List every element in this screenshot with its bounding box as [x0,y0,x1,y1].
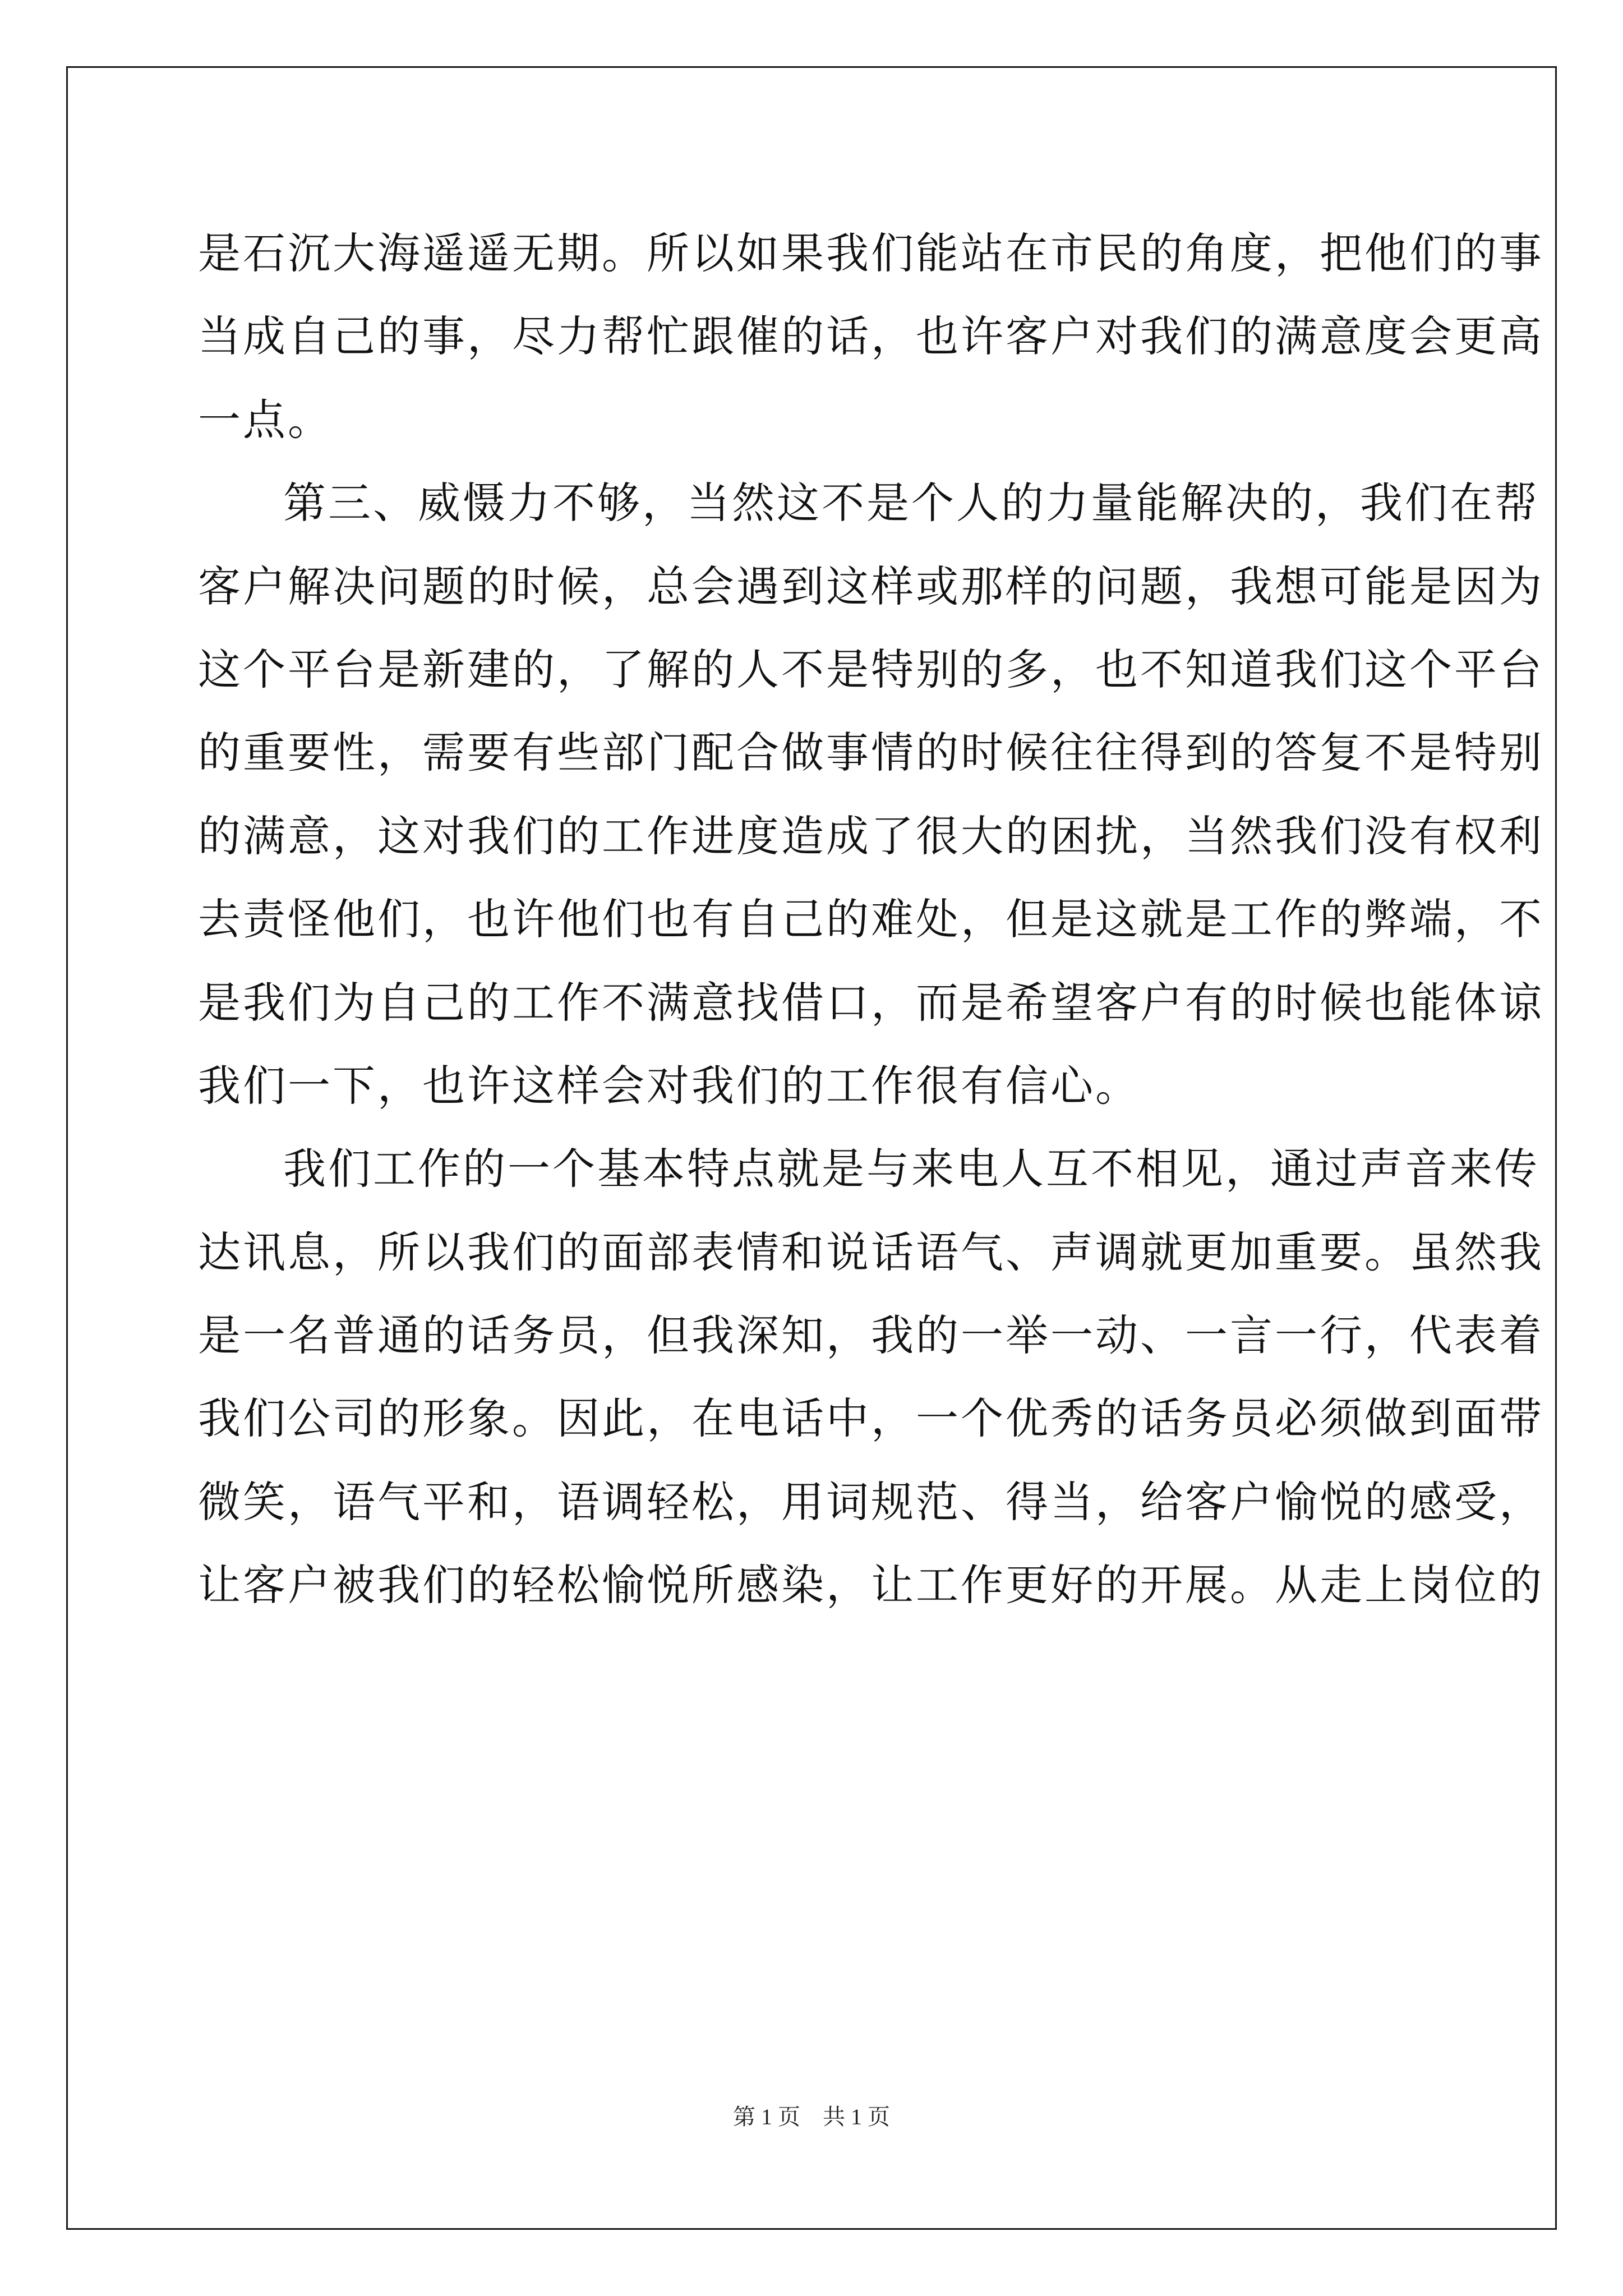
document-body [198,212,1544,1627]
text-line: 我们一下，也许这样会对我们的工作很有信心。 [198,1060,1140,1111]
paragraph-start-line: 第三、威慑力不够，当然这不是个人的力量能解决的，我们在帮 [283,478,1539,528]
text-line: 一点。 [198,394,333,445]
text-line: 的重要性，需要有些部门配合做事情的时候往往得到的答复不是特别 [198,728,1544,778]
text-line: 是一名普通的话务员，但我深知，我的一举一动、一言一行，代表着 [198,1310,1544,1361]
text-line: 让客户被我们的轻松愉悦所感染，让工作更好的开展。从走上岗位的 [198,1560,1544,1611]
text-line: 我们公司的形象。因此，在电话中，一个优秀的话务员必须做到面带 [198,1393,1544,1444]
text-line: 是我们为自己的工作不满意找借口，而是希望客户有的时候也能体谅 [198,977,1544,1028]
text-line: 这个平台是新建的，了解的人不是特别的多，也不知道我们这个平台 [198,644,1544,694]
text-line: 是石沉大海遥遥无期。所以如果我们能站在市民的角度，把他们的事 [198,228,1544,278]
text-line: 达讯息，所以我们的面部表情和说话语气、声调就更加重要。虽然我 [198,1227,1544,1277]
text-line: 当成自己的事，尽力帮忙跟催的话，也许客户对我们的满意度会更高 [198,311,1544,362]
text-line: 微笑，语气平和，语调轻松，用词规范、得当，给客户愉悦的感受， [198,1476,1544,1527]
paragraph-start-line: 我们工作的一个基本特点就是与来电人互不相见，通过声音来传 [283,1144,1539,1194]
text-line: 的满意，这对我们的工作进度造成了很大的困扰，当然我们没有权利 [198,811,1544,861]
text-line: 去责怪他们，也许他们也有自己的难处，但是这就是工作的弊端，不 [198,894,1544,945]
page-number-footer: 第 1 页 共 1 页 [733,2104,890,2129]
text-line: 客户解决问题的时候，总会遇到这样或那样的问题，我想可能是因为 [198,561,1544,611]
